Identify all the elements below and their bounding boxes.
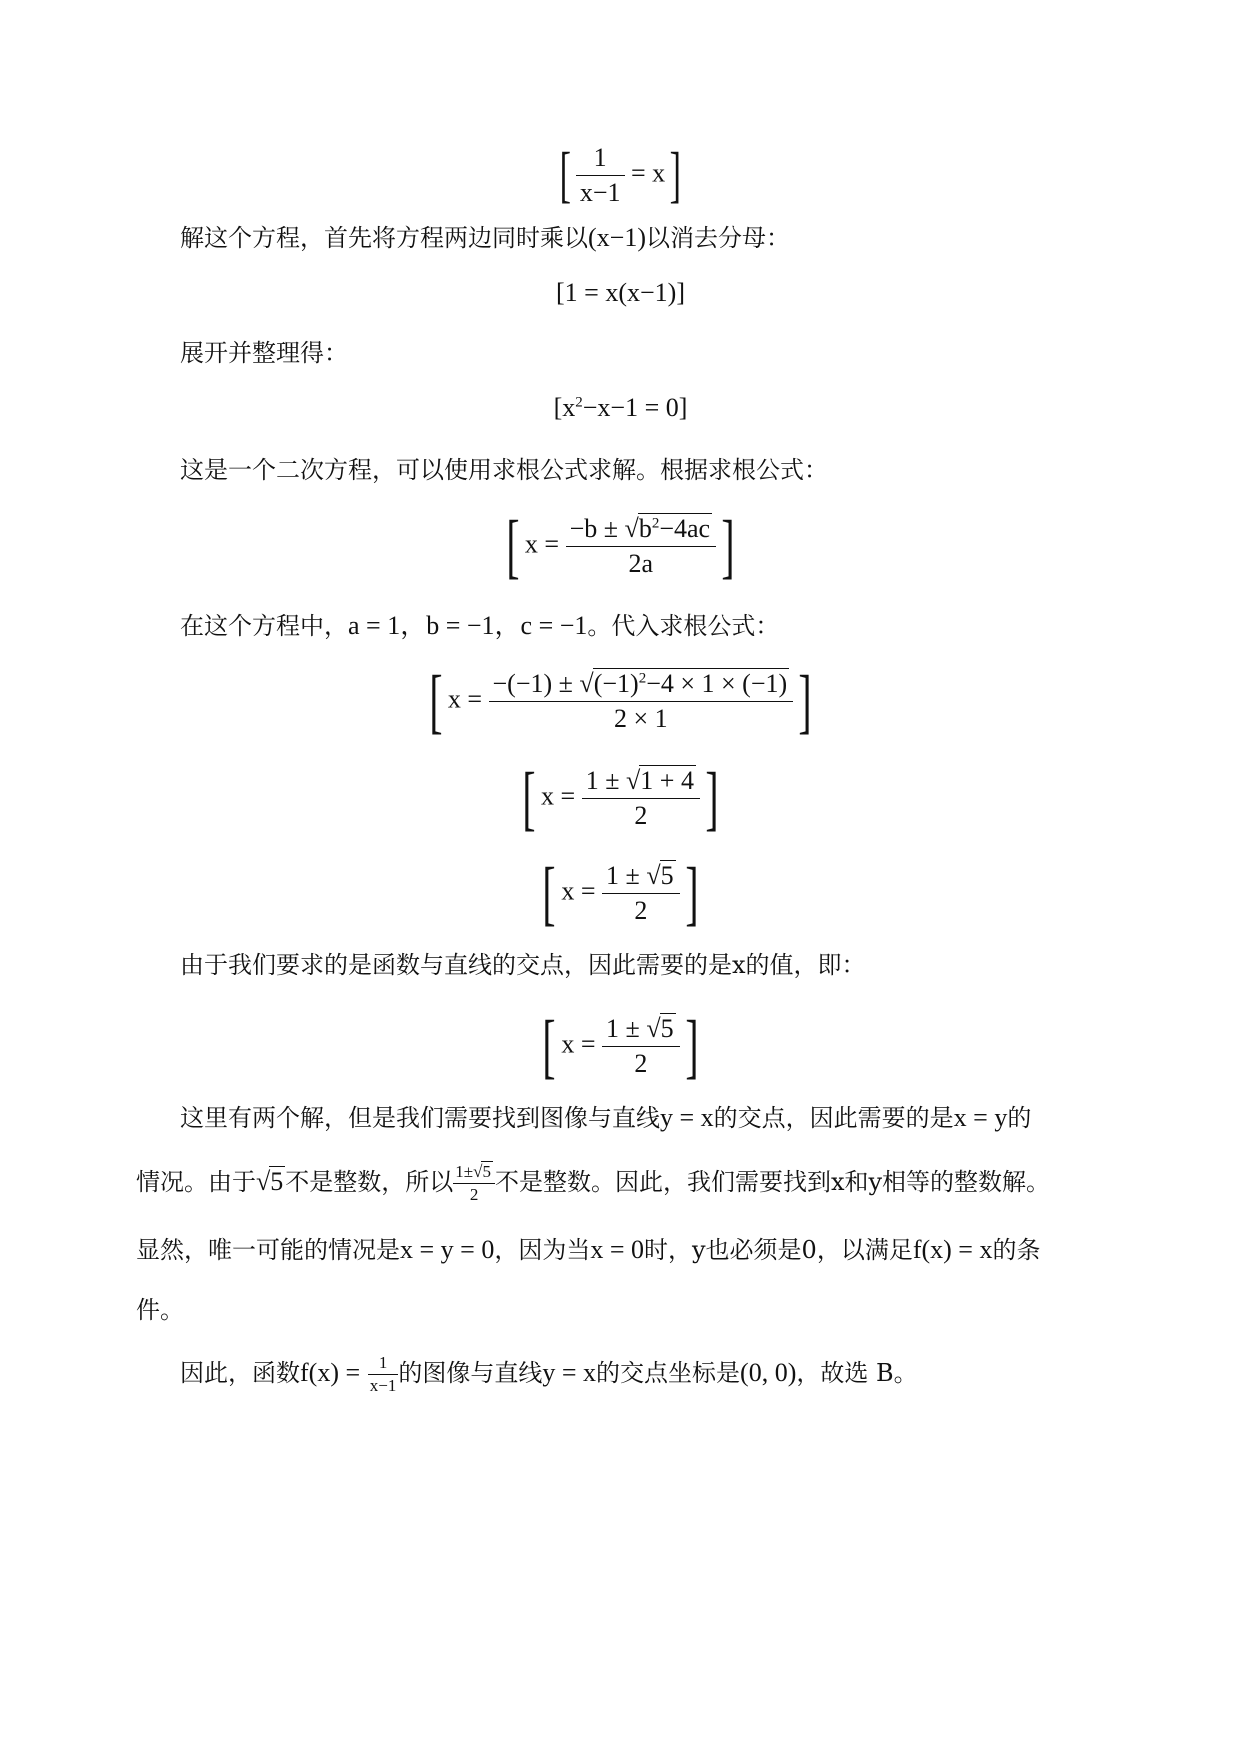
equation-reciprocal: [ $\frac{1}{x-1}$ = x]: [559, 141, 682, 209]
radical-sign: √: [646, 861, 661, 891]
radical-sign: √: [646, 1014, 661, 1044]
inline-fraction: $\frac{1\pm√5}{2}$: [453, 1162, 495, 1204]
radical-sign: √: [256, 1167, 271, 1196]
paragraph-conclusion: 因此，函数f(x) = $\frac{1}{x-1}$ 的图像与直线y = x的交点坐标是(0, 0)，故选 B。: [180, 1353, 918, 1395]
paragraph-rearrange: 展开并整理得：: [180, 339, 348, 367]
paragraph-only-case: 显然，唯一可能的情况是x = y = 0，因为当x = 0时，y也必须是0，以满足f(x) = x的条: [136, 1235, 1041, 1264]
paragraph-formula-intro: 这是一个二次方程，可以使用求根公式求解。根据求根公式：: [180, 456, 828, 484]
paragraph-intersection: 由于我们要求的是函数与直线的交点，因此需要的是x的值，即：: [180, 951, 866, 979]
equation-expanded: [1 = x(x−1)]: [556, 278, 685, 307]
equation-result-repeat: [ x = $\frac{1 \pm √5}{2}$ ]: [542, 1006, 699, 1086]
radical-sign: √: [626, 766, 641, 796]
radical-sign: √: [579, 669, 594, 699]
right-bracket: ]: [669, 141, 682, 209]
equation-substituted: [ x = $\frac{-(-1) \pm √(-1)^2-4 \times 1 \times (-1)}{2 \times 1}$ ]: [429, 661, 812, 741]
equation-simplified: [ x = $\frac{1 \pm √1 + 4}{2}$ ]: [522, 758, 719, 838]
paragraph-continuation: 件。: [136, 1296, 184, 1324]
paragraph-not-integer: 情况。由于√5不是整数，所以 $\frac{1\pm√5}{2}$ 不是整数。因此，我们需要找到x和y相等的整数解。: [136, 1162, 1051, 1204]
paragraph-two-solutions: 这里有两个解，但是我们需要找到图像与直线y = x的交点，因此需要的是x = y的: [180, 1103, 1032, 1132]
fraction: $\frac{-(-1) \pm √(-1)^2-4 \times 1 \times (-1)}{2 \times 1}$: [489, 669, 794, 734]
paragraph-multiply: 解这个方程，首先将方程两边同时乘以(x−1)以消去分母：: [180, 223, 790, 252]
fraction: $\frac{1 \pm √5}{2}$: [602, 861, 680, 926]
paragraph-coefficients: 在这个方程中，a = 1，b = −1，c = −1。代入求根公式：: [180, 611, 780, 640]
fraction: $\frac{1}{x-1}$: [576, 143, 625, 208]
fraction: $\frac{1 \pm √5}{2}$: [602, 1014, 680, 1079]
equation-quadratic-formula: [ x = $\frac{-b \pm √b^2-4ac}{2a}$ ]: [506, 506, 735, 586]
inline-fraction: $\frac{1}{x-1}$: [369, 1353, 397, 1395]
fraction: $\frac{1 \pm √1 + 4}{2}$: [582, 766, 700, 831]
left-bracket: [: [559, 141, 572, 209]
fraction: $\frac{-b \pm √b^2-4ac}{2a}$: [566, 514, 716, 579]
equation-quadratic: $[x^2-x-1 = 0]$: [553, 393, 688, 422]
equation-result: [ x = $\frac{1 \pm √5}{2}$ ]: [542, 853, 699, 933]
radical-sign: √: [624, 514, 639, 544]
